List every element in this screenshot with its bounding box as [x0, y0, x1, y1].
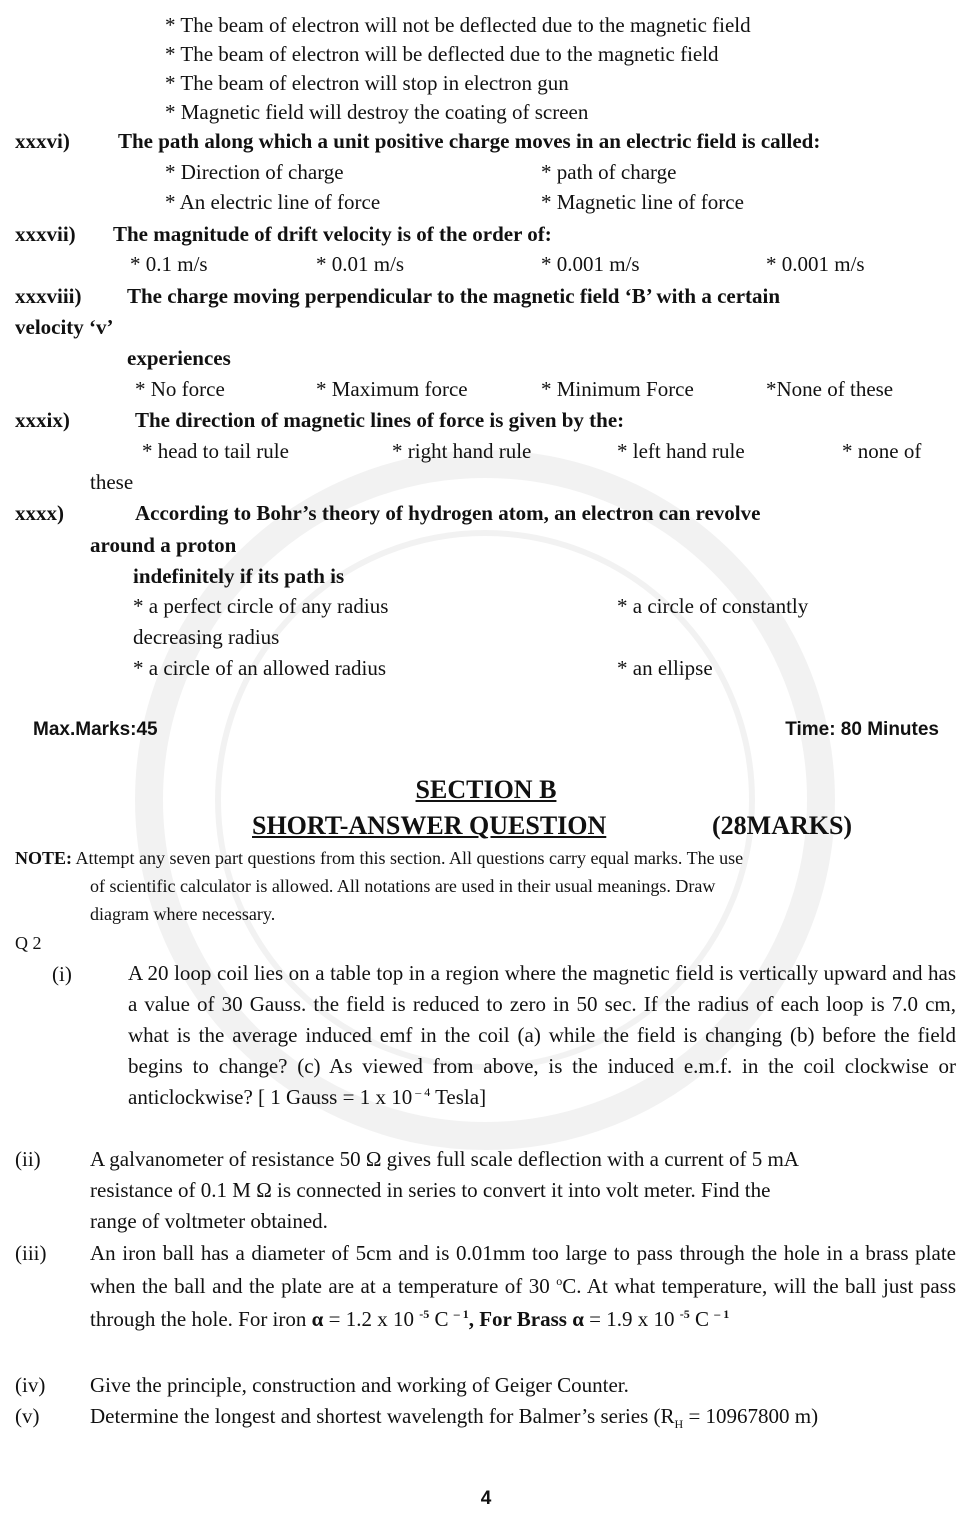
q36-option-4: * Magnetic line of force	[541, 190, 744, 214]
q2-ii-line-1: A galvanometer of resistance 50 Ω gives full scale deflection with a current of 5 mA	[90, 1147, 799, 1171]
q38-text-cont2: experiences	[127, 346, 231, 370]
q2-label: Q 2	[15, 933, 42, 953]
q38-text: The charge moving perpendicular to the magnetic field ‘B’ with a certain	[127, 284, 781, 308]
q2-v-text: Determine the longest and shortest wavelength for Balmer’s series ($R_H = 10967800$ m)	[90, 1404, 819, 1432]
q2-iv-number: (iv)	[15, 1373, 46, 1397]
max-marks: Max.Marks:45	[33, 719, 158, 740]
q36-number: xxxvi)	[15, 129, 70, 153]
q40-option-3: * a circle of an allowed radius	[133, 656, 387, 680]
q35-option-3: * The beam of electron will stop in electron gun	[165, 71, 569, 95]
q40-text: According to Bohr’s theory of hydrogen atom, an electron can revolve	[135, 501, 761, 525]
q39-option-3: * left hand rule	[617, 439, 745, 463]
q2-iii-number: (iii)	[15, 1241, 47, 1265]
q39-option-4-wrap: these	[90, 470, 134, 494]
q39-option-4: * none of	[842, 439, 922, 463]
q39-option-1: * head to tail rule	[142, 439, 289, 463]
q40-option-2-wrap: decreasing radius	[133, 625, 280, 649]
note-line-3: diagram where necessary.	[90, 904, 276, 924]
q39-option-2: * right hand rule	[392, 439, 532, 463]
q37-text: The magnitude of drift velocity is of the order of:	[113, 222, 552, 246]
q38-text-cont: velocity ‘v’	[15, 315, 114, 339]
q36-option-2: * path of charge	[541, 160, 677, 184]
q40-option-4: * an ellipse	[617, 656, 713, 680]
q2-ii-line-2: resistance of 0.1 M Ω is connected in series to convert it into volt meter. Find the	[90, 1178, 771, 1202]
section-subtitle: SHORT-ANSWER QUESTION	[252, 811, 607, 840]
time-allowed: Time: 80 Minutes	[785, 719, 939, 740]
q35-option-1: * The beam of electron will not be deflected due to the magnetic field	[165, 13, 751, 37]
q2-ii-line-3: range of voltmeter obtained.	[90, 1209, 328, 1233]
q37-option-1: * 0.1 m/s	[130, 252, 208, 276]
q40-text-cont: around a proton	[90, 533, 237, 557]
q2-ii-number: (ii)	[15, 1147, 41, 1171]
q2-i-number: (i)	[52, 962, 72, 986]
section-marks: (28MARKS)	[712, 811, 853, 840]
q38-number: xxxviii)	[15, 284, 82, 308]
q40-option-2: * a circle of constantly	[617, 594, 809, 618]
q2-v-number: (v)	[15, 1404, 40, 1428]
section-title: SECTION B	[415, 775, 557, 804]
q37-number: xxxvii)	[15, 222, 76, 246]
q2-iii-text: An iron ball has a diameter of 5cm and is 0.01mm too large to pass through the hole in a brass plate when the ball and the plate are at a temperature of 30 $^o$C. At what temperature, will the ball just pass through the hole. For iron α = 1.2 x 10 $^{-5}$ C $^{- 1}$, For Brass α = 1.9 x 10 $^{-5}$ C $^{- 1}$	[90, 1241, 957, 1331]
q35-option-2: * The beam of electron will be deflected due to the magnetic field	[165, 42, 719, 66]
q2-iv-text: Give the principle, construction and working of Geiger Counter.	[90, 1373, 629, 1397]
note-label: NOTE:	[15, 848, 73, 868]
q36-text: The path along which a unit positive charge moves in an electric field is called:	[118, 129, 821, 153]
q2-i-text: A 20 loop coil lies on a table top in a region where the magnetic field is vertically upward and has a value of 30 Gauss. the field is reduced to zero in 50 sec. If the radius of each loop is 7.0 cm, what is the average induced emf in the coil (a) while the field is changing (b) before the field begins to change? (c) As viewed from above, is the induced e.m.f. in the coil clockwise or anticlockwise? [ 1 Gauss = 1 x 10 $^{- 4}$ Tesla]	[128, 961, 956, 1109]
q36-option-1: * Direction of charge	[165, 160, 344, 184]
q38-option-1: * No force	[135, 377, 225, 401]
q38-option-4: *None of these	[766, 377, 894, 401]
q40-option-1: * a perfect circle of any radius	[133, 594, 389, 618]
q38-option-2: * Maximum force	[316, 377, 468, 401]
q36-option-3: * An electric line of force	[165, 190, 381, 214]
q40-text-cont2: indefinitely if its path is	[133, 564, 345, 588]
q39-text: The direction of magnetic lines of force is given by the:	[135, 408, 625, 432]
page-number: 4	[480, 1488, 492, 1509]
q40-number: xxxx)	[15, 501, 64, 525]
q37-option-4: * 0.001 m/s	[766, 252, 865, 276]
q37-option-2: * 0.01 m/s	[316, 252, 405, 276]
q35-option-4: * Magnetic field will destroy the coating of screen	[165, 100, 589, 124]
q39-number: xxxix)	[15, 408, 70, 432]
note-line-2: of scientific calculator is allowed. All notations are used in their usual meanings. Draw	[90, 876, 716, 896]
note	[15, 844, 743, 872]
note-line-1: Attempt any seven part questions from this section. All questions carry equal marks. The use	[75, 848, 744, 868]
q38-option-3: * Minimum Force	[541, 377, 694, 401]
q37-option-3: * 0.001 m/s	[541, 252, 640, 276]
